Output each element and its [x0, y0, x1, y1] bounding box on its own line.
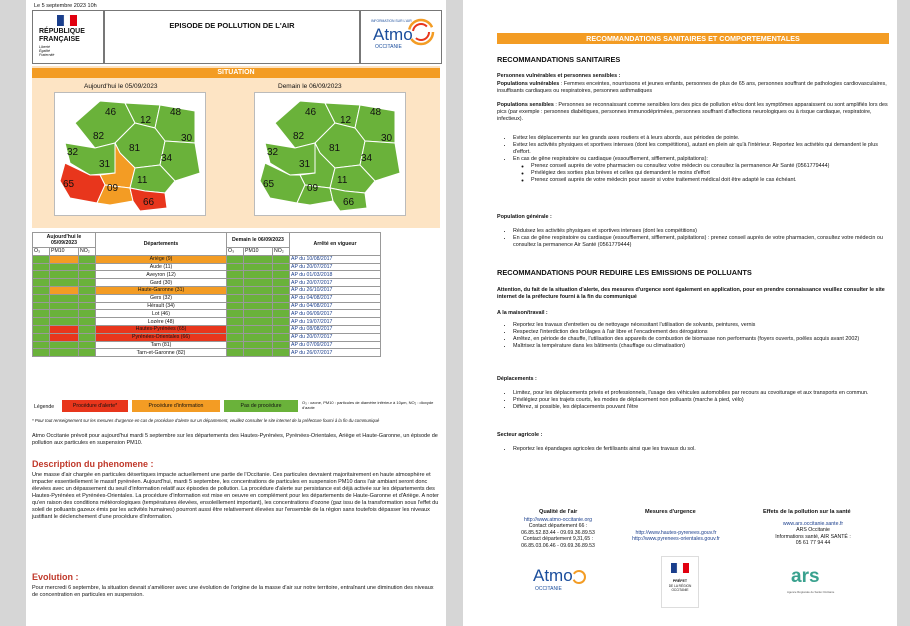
- map2-label-66: 66: [343, 197, 355, 208]
- table-row: [33, 333, 381, 341]
- map2-label-46: 46: [305, 107, 317, 118]
- cell-tomorrow-o3: [227, 263, 244, 271]
- list-item: • Evitez les déplacements sur les grands axes routiers et à leurs abords, aux périodes de pointe.: [513, 135, 889, 142]
- footer-line: 06.85.52.83.44 - 09.69.36.89.53: [521, 529, 595, 536]
- table-row: [33, 255, 381, 263]
- cell-tomorrow-pm10: [244, 255, 273, 263]
- footer-urgency: [621, 530, 731, 543]
- cell-tomorrow-no2: [273, 349, 290, 357]
- list-item: ◦ Prenez conseil auprès de votre pharmacien ou consultez votre médecin ou consultez la permanence Air Santé (0561779444): [531, 163, 889, 170]
- cell-today-o3: [33, 325, 50, 333]
- table-row: [33, 325, 381, 333]
- cell-arrete-link[interactable]: AP du 20/07/2017: [290, 263, 381, 271]
- cell-arrete-link[interactable]: AP du 01/03/2018: [290, 271, 381, 279]
- prefet-logo: [661, 556, 699, 608]
- cell-today-o3: [33, 279, 50, 287]
- list-item: ◦ Privilégiez des sorties plus brèves et celles qui demandent le moins d'effort: [531, 170, 889, 177]
- ars-logo: [785, 566, 835, 602]
- th-departments: Départements: [96, 233, 227, 256]
- ars-logo-text: ars: [791, 566, 820, 587]
- marianne-icon: [57, 15, 77, 26]
- th-no2: NO₂: [79, 248, 96, 256]
- cell-tomorrow-no2: [273, 294, 290, 302]
- cell-arrete-link[interactable]: AP du 19/07/2017: [290, 318, 381, 326]
- map2-label-09: 09: [307, 183, 319, 194]
- list-item: • Réduisez les activités physiques et sportives intenses (dont les compétitions): [513, 228, 889, 235]
- map2-label-32: 32: [267, 147, 279, 158]
- vulnerable-title: Personnes vulnérables et personnes sensibles :: [497, 73, 621, 79]
- motto-2: Égalité: [39, 49, 50, 53]
- cell-department: Gard (30): [96, 279, 227, 287]
- cell-today-pm10: [50, 271, 79, 279]
- cell-tomorrow-o3: [227, 318, 244, 326]
- cell-tomorrow-pm10: [244, 263, 273, 271]
- map2-label-34: 34: [361, 153, 373, 164]
- table-body: [33, 255, 381, 356]
- issue-date: Le 5 septembre 2023 10h: [34, 3, 97, 9]
- situation-banner: SITUATION: [32, 68, 440, 78]
- footer-prefecture-66-link[interactable]: http://www.pyrenees-orientales.gouv.fr: [632, 536, 720, 543]
- cell-today-o3: [33, 263, 50, 271]
- cell-today-no2: [79, 302, 96, 310]
- cell-today-o3: [33, 255, 50, 263]
- map-label-09: 09: [107, 183, 119, 194]
- recommendations-banner: RECOMMANDATIONS SANITAIRES ET COMPORTEMENTALES: [497, 33, 889, 44]
- cell-tomorrow-no2: [273, 279, 290, 287]
- footer-prefecture-65-link[interactable]: http://www.hautes-pyrenees.gouv.fr: [635, 530, 717, 536]
- map-label-34: 34: [161, 153, 173, 164]
- atmo-footer-region: OCCITANIE: [535, 586, 562, 592]
- th-pm10-2: PM10: [244, 248, 273, 256]
- map-label-32: 32: [67, 147, 79, 158]
- list-item: • Maîtrisez la température dans les bâtiments (chauffage ou climatisation): [513, 343, 889, 350]
- legend-none: Pas de procédure: [224, 400, 298, 412]
- page-1: [26, 0, 446, 626]
- list-item: • En cas de gêne respiratoire ou cardiaque (essoufflement, sifflement, palpitations) : prenez conseil auprès de votre pharmacien, consultez votre médecin ou consultez la permanence Air Santé (0561779444): [513, 235, 889, 249]
- cell-arrete-link[interactable]: AP du 04/08/2017: [290, 302, 381, 310]
- cell-today-pm10: [50, 286, 79, 294]
- footer-urgency-title: Mesures d'urgence: [645, 509, 696, 515]
- cell-tomorrow-no2: [273, 263, 290, 271]
- cell-tomorrow-o3: [227, 349, 244, 357]
- cell-today-no2: [79, 318, 96, 326]
- map-today: [54, 92, 206, 216]
- cell-tomorrow-o3: [227, 325, 244, 333]
- agri-list: [497, 446, 889, 453]
- map-label-65: 65: [63, 179, 75, 190]
- cell-tomorrow-pm10: [244, 279, 273, 287]
- cell-department: Hautes-Pyrénées (65): [96, 325, 227, 333]
- cell-department: Tarn (81): [96, 341, 227, 349]
- map-label-81: 81: [129, 143, 141, 154]
- evolution-title: Evolution :: [32, 572, 79, 582]
- list-item: • Reportez les épandages agricoles de fertilisants ainsi que les travaux du sol.: [513, 446, 889, 453]
- list-item: • Evitez les activités physiques et sportives intenses (dont les compétitions), autant en plein air qu'à l'intérieur. Reportez les activités qui demandent le plus d'effort.: [513, 142, 889, 156]
- cell-department: Ariège (9): [96, 255, 227, 263]
- footer-line: ARS Occitanie: [796, 527, 830, 534]
- general-title: Population générale :: [497, 214, 552, 220]
- th-no2-2: NO₂: [273, 248, 290, 256]
- page-2: [463, 0, 897, 626]
- map-label-48: 48: [170, 107, 182, 118]
- footer-health-title: Effets de la pollution sur la santé: [763, 509, 851, 515]
- republic-logo-box: [32, 10, 104, 64]
- cell-arrete-link[interactable]: AP du 26/07/2017: [290, 349, 381, 357]
- th-o3-2: O₃: [227, 248, 244, 256]
- footer-line: Informations santé, AIR SANTÉ :: [775, 533, 851, 540]
- list-item: • Différez, si possible, les déplacements pouvant l'être: [513, 404, 889, 411]
- evolution-text: Pour mercredi 6 septembre, la situation devrait s'améliorer avec une évolution de l'origine de la masse d'air sur notre territoire, entraînant une diminution des niveaux de concentration en particules en suspension.: [32, 585, 434, 598]
- cell-today-no2: [79, 271, 96, 279]
- cell-today-pm10: [50, 294, 79, 302]
- cell-tomorrow-pm10: [244, 325, 273, 333]
- cell-tomorrow-no2: [273, 271, 290, 279]
- prefet-line-2: DE LA RÉGION: [668, 584, 692, 588]
- tomorrow-label: Demain le 06/09/2023: [278, 83, 342, 90]
- cell-today-o3: [33, 318, 50, 326]
- today-label: Aujourd'hui le 05/09/2023: [84, 83, 158, 90]
- cell-today-pm10: [50, 333, 79, 341]
- cell-arrete-link[interactable]: AP du 26/10/2017: [290, 286, 381, 294]
- table-row: [33, 294, 381, 302]
- table-row: [33, 286, 381, 294]
- cell-department: Lot (46): [96, 310, 227, 318]
- cell-tomorrow-pm10: [244, 333, 273, 341]
- cell-tomorrow-o3: [227, 341, 244, 349]
- cell-today-o3: [33, 294, 50, 302]
- cell-today-pm10: [50, 279, 79, 287]
- map-label-66: 66: [143, 197, 155, 208]
- sensitive-text: : Personnes se reconnaissant comme sensibles lors des pics de pollution et/ou dont les symptômes apparaissent ou sont amplifiés lors des pics (par exemple : personnes diabétiques, personnes immunodéprimées, personnes souffrant d'affections neurologiques ou à risque cardiaque, respiratoire, infectieux).: [497, 102, 888, 122]
- cell-department: Hérault (34): [96, 302, 227, 310]
- travel-list: [497, 390, 889, 411]
- atmo-logo-box: [360, 10, 442, 64]
- atmo-swirl-icon: [571, 569, 587, 585]
- cell-tomorrow-pm10: [244, 318, 273, 326]
- prefet-line-1: PRÉFET: [672, 579, 688, 583]
- cell-tomorrow-o3: [227, 271, 244, 279]
- list-item: • Respectez l'interdiction des brûlages à l'air libre et l'encadrement des dérogations: [513, 329, 889, 336]
- cell-tomorrow-pm10: [244, 310, 273, 318]
- cell-today-no2: [79, 286, 96, 294]
- footer-line: Contact département 9,31,65 :: [522, 536, 594, 543]
- sensitive-label: Populations sensibles: [497, 102, 554, 108]
- cell-tomorrow-pm10: [244, 271, 273, 279]
- cell-today-pm10: [50, 263, 79, 271]
- map-tomorrow: [254, 92, 406, 216]
- footer-line: 06.85.03.06.46 - 09.69.36.89.53: [521, 542, 595, 549]
- map-label-82: 82: [93, 131, 105, 142]
- cell-department: Aude (11): [96, 263, 227, 271]
- cell-today-no2: [79, 333, 96, 341]
- cell-arrete-link[interactable]: AP du 07/09/2017: [290, 341, 381, 349]
- cell-tomorrow-pm10: [244, 294, 273, 302]
- atmo-footer-name: Atmo: [533, 566, 573, 585]
- cell-today-o3: [33, 333, 50, 341]
- cell-today-pm10: [50, 341, 79, 349]
- footer-health: [753, 521, 873, 547]
- cell-tomorrow-pm10: [244, 341, 273, 349]
- marianne-icon: [671, 563, 689, 573]
- footer-air-quality: [503, 517, 613, 549]
- cell-tomorrow-no2: [273, 341, 290, 349]
- list-item: • Reportez les travaux d'entretien ou de nettoyage nécessitant l'utilisation de solvants, peintures, vernis: [513, 322, 889, 329]
- cell-tomorrow-o3: [227, 310, 244, 318]
- legend-alert: Procédure d'alerte*: [62, 400, 128, 412]
- cell-today-no2: [79, 310, 96, 318]
- map-label-30: 30: [181, 133, 193, 144]
- document-title: EPISODE DE POLLUTION DE L'AIR: [169, 21, 295, 30]
- cell-tomorrow-o3: [227, 333, 244, 341]
- map2-label-11: 11: [337, 175, 348, 186]
- departments-table: [32, 232, 381, 357]
- cell-today-o3: [33, 341, 50, 349]
- cell-arrete-link[interactable]: AP du 20/07/2017: [290, 279, 381, 287]
- table-row: [33, 271, 381, 279]
- cell-department: Lozère (48): [96, 318, 227, 326]
- list-item: ◦ Prenez conseil auprès de votre médecin pour savoir si votre traitement médical doit être adapté le cas échéant.: [531, 177, 889, 184]
- map-label-12: 12: [140, 115, 152, 126]
- sensitive-list: [497, 135, 889, 184]
- cell-today-no2: [79, 263, 96, 271]
- list-item: • En cas de gêne respiratoire ou cardiaque (essoufflement, sifflement, palpitations):: [513, 156, 889, 163]
- cell-tomorrow-no2: [273, 325, 290, 333]
- table-row: [33, 279, 381, 287]
- cell-tomorrow-no2: [273, 286, 290, 294]
- vulnerable-paragraph: [497, 81, 889, 95]
- list-item: • Limitez, pour les déplacements privés et professionnels, l'usage des véhicules automobiles par recours au covoiturage et aux transports en commun.: [513, 390, 889, 397]
- legend-note: O₃ : ozone, PM10 : particules de diamètre inférieur à 10µm, NO₂ : dioxyde d'azote: [302, 400, 434, 410]
- list-item: • Arrêtez, en période de chauffe, l'utilisation des appareils de combustion de biomasse non performants (foyers ouverts, poêles acquis avant 2002): [513, 336, 889, 343]
- footer-line: Contact département 66 :: [528, 523, 588, 530]
- motto-1: Liberté: [39, 45, 50, 49]
- cell-tomorrow-o3: [227, 302, 244, 310]
- table-row: [33, 349, 381, 357]
- home-work-list: [497, 322, 889, 350]
- cell-today-no2: [79, 255, 96, 263]
- cell-tomorrow-no2: [273, 318, 290, 326]
- th-tomorrow: Demain le 06/09/2023: [227, 233, 290, 248]
- description-text: Une masse d'air chargée en particules désertiques impacte actuellement une partie de l'Occitanie. Ces particules devraient majoritairement en haute atmosphère et impacter essentiellement le massif pyrénéen. Aujourd'hui, mardi 5 septembre, les concentrations de particules en suspension PM10 dans l'air ambiant seront donc élevées avec un dépassement du seuil d'information relatif aux épisodes de pollution. La procédure d'alerte sur persistance est déjà activée sur les départements des Hautes-Pyrénées et Pyrénées-Orientales. La procédure d'information est mise en oeuvre en complément pour les départements de Haute-Garonne et d'Ariège. A noter qu'en raison des conditions météorologiques (températures élevées, ensoleillement important), les concentrations d'ozone (gaz issu de la transformation sous l'effet du soleil de polluants gazeux émis par les activités humaines) pourront aussi être relativement élevées sur l'ensemble de la région sans toutefois dépasser les niveaux justifiant le déclenchement d'une procédure d'information.: [32, 472, 439, 520]
- agri-title: Secteur agricole :: [497, 432, 543, 438]
- heading-sanitaires: RECOMMANDATIONS SANITAIRES: [497, 55, 621, 64]
- cell-arrete-link[interactable]: AP du 04/08/2017: [290, 294, 381, 302]
- cell-tomorrow-no2: [273, 302, 290, 310]
- map-label-31: 31: [99, 159, 111, 170]
- list-item: • Privilégiez pour les trajets courts, les modes de déplacement non polluants (marche à pied, vélo): [513, 397, 889, 404]
- intro-text: Atmo Occitanie prévoit pour aujourd'hui mardi 5 septembre sur les départements des Hautes-Pyrénées, Pyrénées-Orientales, Ariège et Haute-Garonne, un épisode de pollution aux particules en suspension PM10.: [32, 433, 438, 446]
- cell-today-no2: [79, 341, 96, 349]
- cell-tomorrow-o3: [227, 255, 244, 263]
- cell-today-o3: [33, 286, 50, 294]
- map-label-46: 46: [105, 107, 117, 118]
- republic-line-1: RÉPUBLIQUE: [39, 28, 85, 35]
- cell-today-no2: [79, 294, 96, 302]
- cell-tomorrow-no2: [273, 255, 290, 263]
- cell-today-pm10: [50, 255, 79, 263]
- vulnerable-text: : Femmes enceintes, nourrissons et jeunes enfants, personnes de plus de 65 ans, personnes souffrant de pathologies cardiovasculaires, insuffisants cardiaques ou respiratoires, personnes asthmatiques: [497, 81, 887, 94]
- cell-arrete-link[interactable]: AP du 06/09/2017: [290, 310, 381, 318]
- footer-air-quality-title: Qualité de l'air: [539, 509, 578, 515]
- map2-label-31: 31: [299, 159, 311, 170]
- cell-today-o3: [33, 349, 50, 357]
- cell-department: Haute-Garonne (31): [96, 286, 227, 294]
- legend-info: Procédure d'information: [132, 400, 220, 412]
- footer-ars-url[interactable]: www.ars.occitanie.sante.fr: [782, 521, 844, 527]
- cell-tomorrow-pm10: [244, 286, 273, 294]
- atmo-region: OCCITANIE: [375, 44, 402, 50]
- republic-line-2: FRANÇAISE: [39, 36, 80, 43]
- footer-atmo-url[interactable]: http://www.atmo-occitanie.org: [523, 517, 593, 523]
- cell-department: Tarn-et-Garonne (82): [96, 349, 227, 357]
- sensitive-paragraph: [497, 102, 889, 123]
- map2-label-82: 82: [293, 131, 305, 142]
- footer-line: 05 61 77 94 44: [795, 540, 831, 547]
- cell-today-pm10: [50, 325, 79, 333]
- cell-today-pm10: [50, 349, 79, 357]
- cell-tomorrow-o3: [227, 286, 244, 294]
- th-today: Aujourd'hui le 05/09/2023: [33, 233, 96, 248]
- table-row: [33, 263, 381, 271]
- heading-emissions: RECOMMANDATIONS POUR REDUIRE LES EMISSIONS DE POLLUANTS: [497, 268, 752, 277]
- cell-today-o3: [33, 310, 50, 318]
- cell-today-o3: [33, 302, 50, 310]
- map-label-11: 11: [137, 175, 148, 186]
- cell-arrete-link[interactable]: AP du 10/08/2017: [290, 255, 381, 263]
- th-arrete: Arrêté en vigueur: [290, 233, 381, 256]
- th-o3: O₃: [33, 248, 50, 256]
- cell-today-o3: [33, 271, 50, 279]
- cell-today-pm10: [50, 310, 79, 318]
- map2-label-81: 81: [329, 143, 341, 154]
- home-work-title: A la maison/travail :: [497, 310, 548, 316]
- cell-department: Gers (32): [96, 294, 227, 302]
- title-box: [104, 10, 360, 64]
- cell-tomorrow-pm10: [244, 349, 273, 357]
- cell-department: Pyrénées-Orientales (66): [96, 333, 227, 341]
- atmo-footer-logo: [531, 566, 587, 600]
- cell-arrete-link[interactable]: AP du 08/08/2017: [290, 325, 381, 333]
- map2-label-65: 65: [263, 179, 275, 190]
- cell-arrete-link[interactable]: AP du 20/07/2017: [290, 333, 381, 341]
- legend-label: Légende: [34, 404, 55, 410]
- cell-tomorrow-no2: [273, 333, 290, 341]
- th-pm10: PM10: [50, 248, 79, 256]
- table-row: [33, 310, 381, 318]
- cell-today-no2: [79, 325, 96, 333]
- attention-text: Attention, du fait de la situation d'alerte, des mesures d'urgence sont également en application, pour en prendre connaissance veuillez consulter le site internet de la préfecture fourni à la fin du communiqué: [497, 287, 885, 300]
- map2-label-48: 48: [370, 107, 382, 118]
- atmo-tagline: INFORMATION SUR L'AIR: [371, 19, 412, 23]
- general-list: [497, 228, 889, 249]
- cell-tomorrow-no2: [273, 310, 290, 318]
- table-row: [33, 302, 381, 310]
- ars-logo-sub: Agence Régionale de Santé Occitanie: [787, 590, 835, 594]
- cell-today-no2: [79, 279, 96, 287]
- prefet-line-3: OCCITANIE: [671, 588, 689, 592]
- cell-today-pm10: [50, 318, 79, 326]
- table-row: [33, 341, 381, 349]
- vulnerable-label: Populations vulnérables: [497, 81, 560, 87]
- map2-label-12: 12: [340, 115, 352, 126]
- cell-today-no2: [79, 349, 96, 357]
- motto-3: Fraternité: [39, 53, 55, 57]
- table-row: [33, 318, 381, 326]
- map2-label-30: 30: [381, 133, 393, 144]
- cell-tomorrow-o3: [227, 294, 244, 302]
- atmo-name: Atmo: [373, 25, 413, 44]
- travel-title: Déplacements :: [497, 376, 537, 382]
- description-title: Description du phenomene :: [32, 459, 154, 469]
- cell-department: Aveyron (12): [96, 271, 227, 279]
- cell-tomorrow-pm10: [244, 302, 273, 310]
- cell-today-pm10: [50, 302, 79, 310]
- footnote: * Pour tout renseignement sur les mesures d'urgence en cas de procédure d'alerte sur un département, veuillez consulter le site internet de la préfecture fourni à la fin du communiqué: [32, 418, 380, 423]
- cell-tomorrow-o3: [227, 279, 244, 287]
